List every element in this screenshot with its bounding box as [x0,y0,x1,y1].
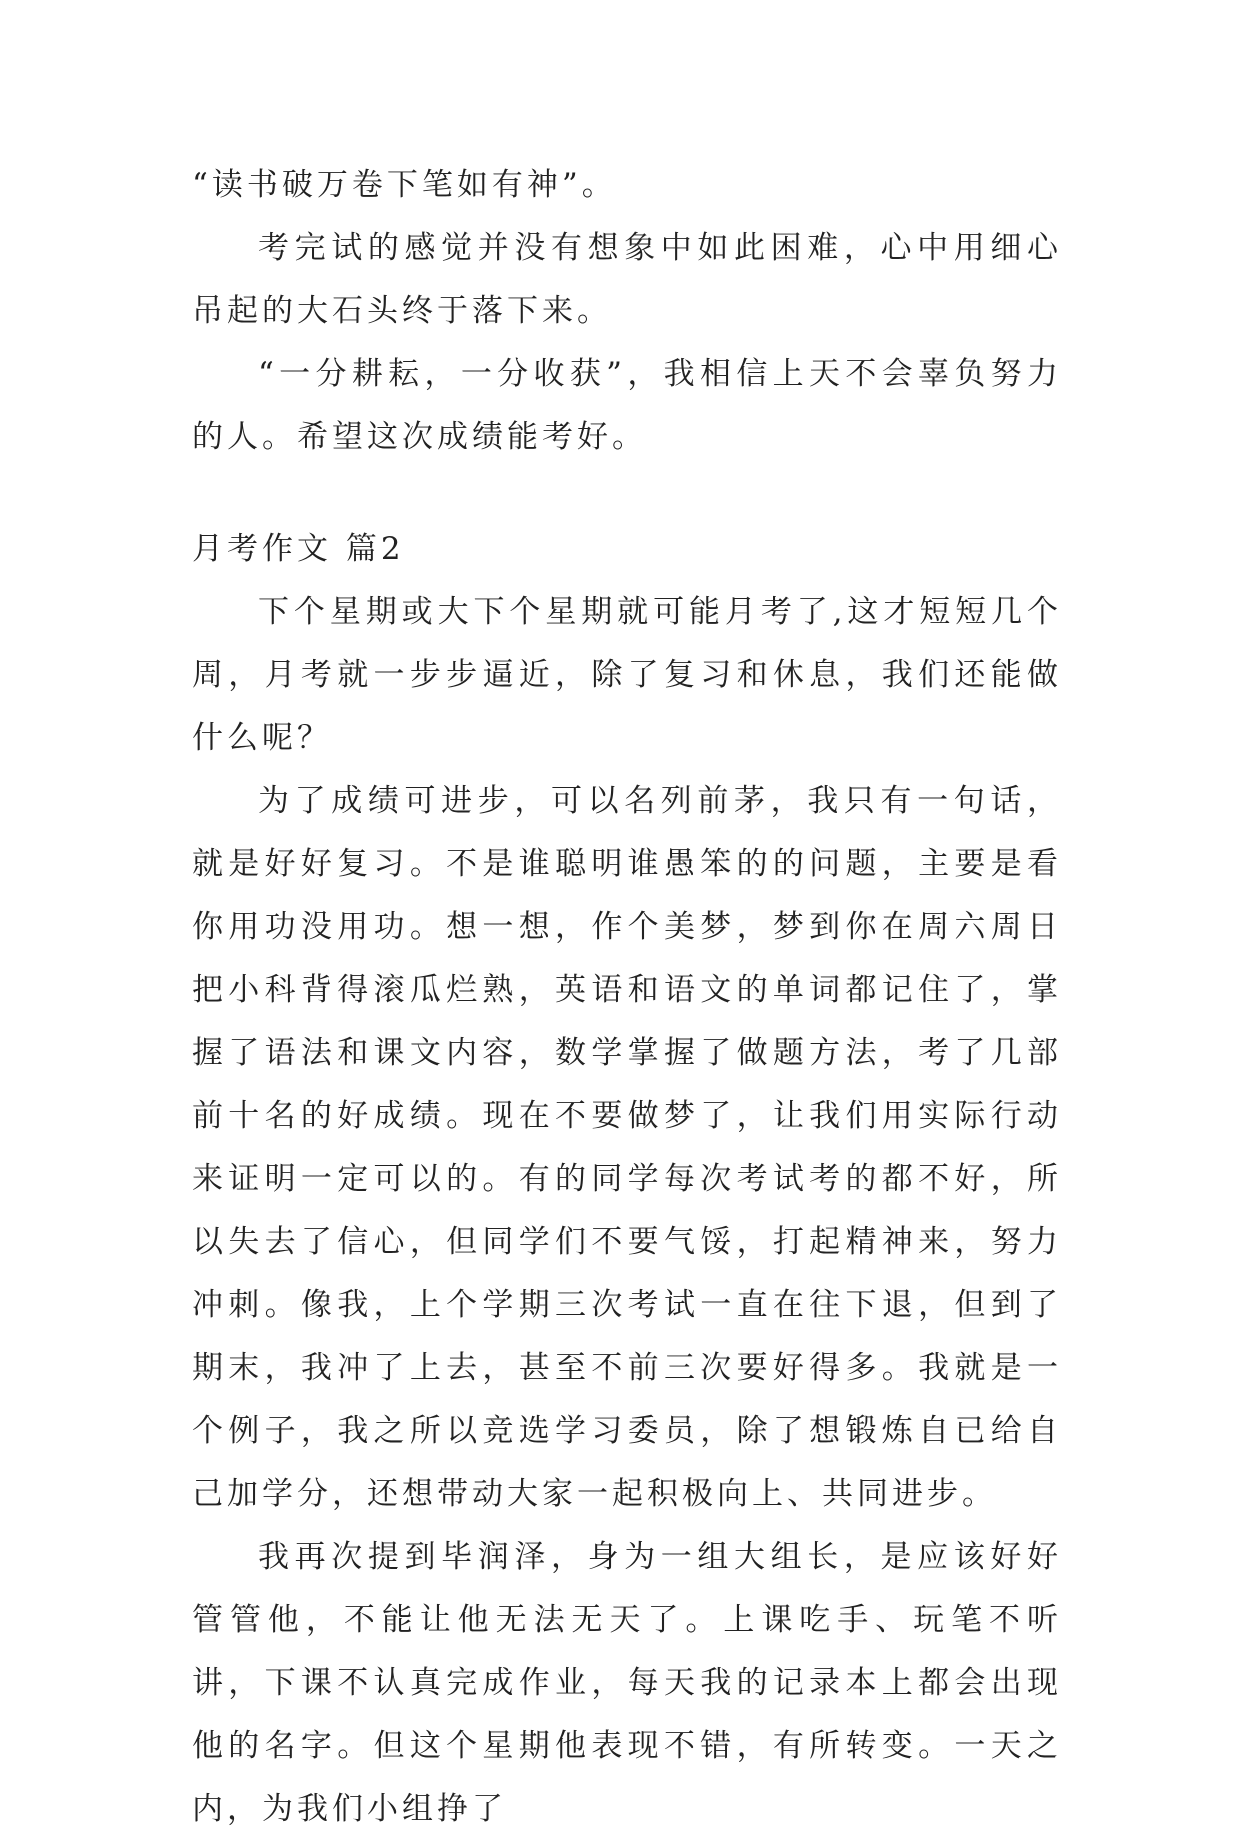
section-paragraph-3: 我再次提到毕润泽，身为一组大组长，是应该好好管管他，不能让他无法无天了。上课吃手、玩笔不听讲，下课不认真完成作业，每天我的记录本上都会出现他的名字。但这个星期他表现不错，有所转变。一天之内，为我们小组挣了 [192,1539,1062,1827]
section-paragraph-1: 下个星期或大下个星期就可能月考了,这才短短几个周，月考就一步步逼近，除了复习和休息，我们还能做什么呢？ [192,594,1062,756]
section-title: 月考作文 篇2 [192,531,405,567]
intro-paragraph-1: “读书破万卷下笔如有神”。 [192,167,617,203]
document-page [192,154,1062,1841]
intro-paragraph-2: 考完试的感觉并没有想象中如此困难，心中用细心吊起的大石头终于落下来。 [192,230,1062,329]
intro-paragraph-3: “一分耕耘，一分收获”，我相信上天不会辜负努力的人。希望这次成绩能考好。 [192,356,1062,455]
section-paragraph-2: 为了成绩可进步，可以名列前茅，我只有一句话，就是好好复习。不是谁聪明谁愚笨的的问题，主要是看你用功没用功。想一想，作个美梦，梦到你在周六周日把小科背得滚瓜烂熟，英语和语文的单词都记住了，掌握了语法和课文内容，数学掌握了做题方法，考了几部前十名的好成绩。现在不要做梦了，让我们用实际行动来证明一定可以的。有的同学每次考试考的都不好，所以失去了信心，但同学们不要气馁，打起精神来，努力冲刺。像我，上个学期三次考试一直在往下退，但到了期末，我冲了上去，甚至不前三次要好得多。我就是一个例子，我之所以竞选学习委员，除了想锻炼自已给自己加学分，还想带动大家一起积极向上、共同进步。 [192,783,1062,1512]
